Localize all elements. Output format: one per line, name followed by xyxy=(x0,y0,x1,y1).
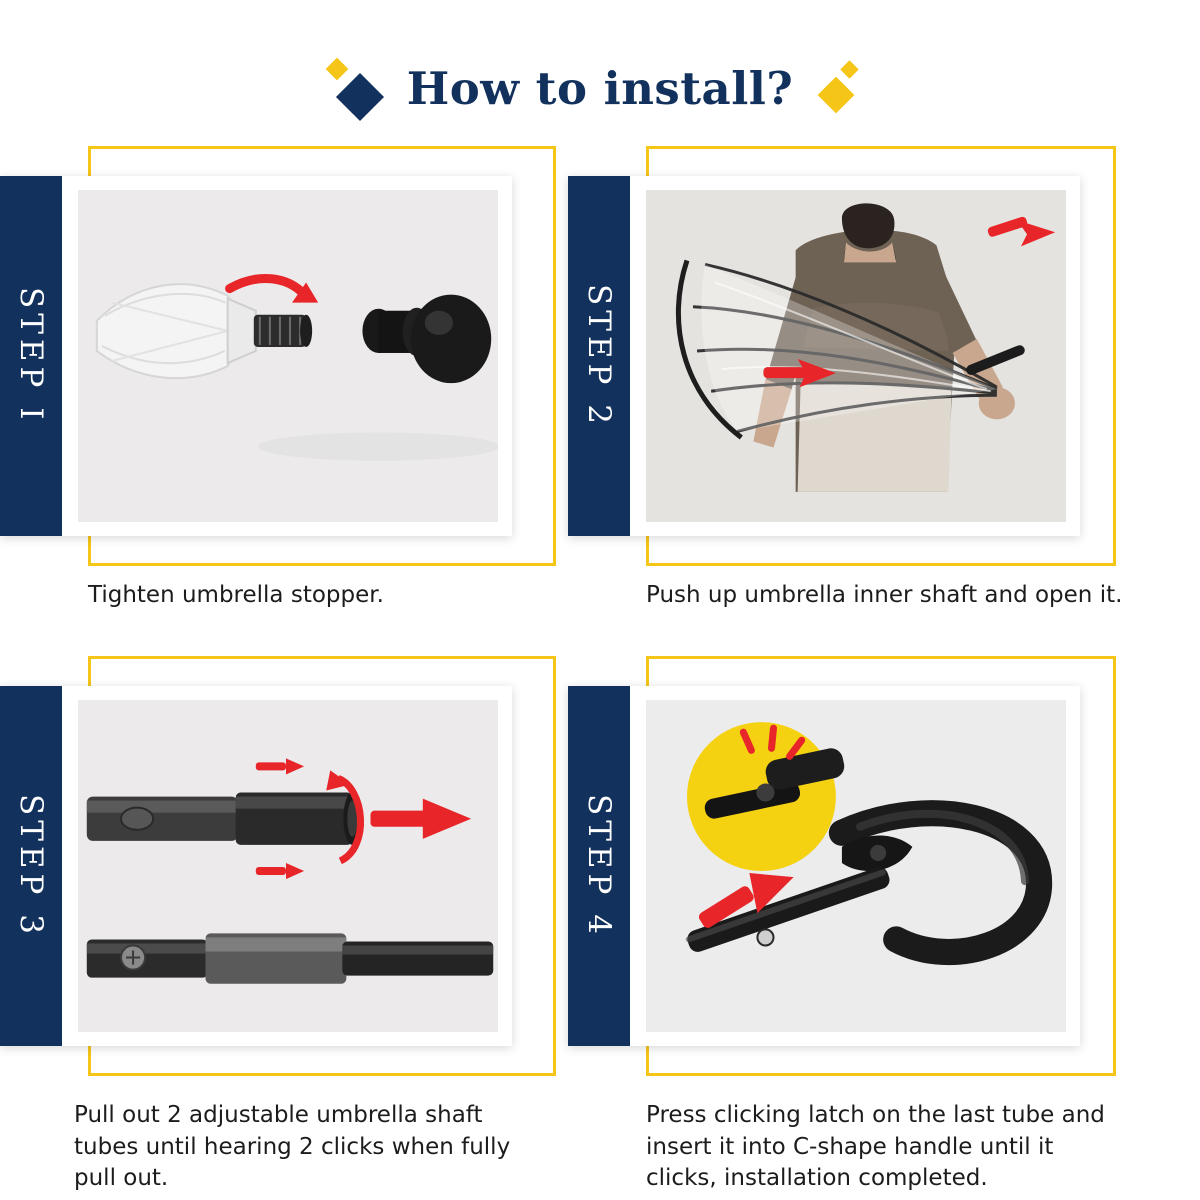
step-panel-2 xyxy=(568,176,1080,536)
step-caption-1: Tighten umbrella stopper. xyxy=(88,582,384,608)
page-header xyxy=(0,48,1200,128)
steps-grid xyxy=(0,140,1200,1192)
step-card-4 xyxy=(581,650,1200,1192)
step-label-text-3: STEP 3 xyxy=(13,793,49,939)
step-panel-4 xyxy=(568,686,1080,1046)
step-label-text-2: STEP 2 xyxy=(581,283,617,429)
step-image-1 xyxy=(78,190,498,522)
step-card-1 xyxy=(0,140,600,650)
diamond-yellow-icon xyxy=(815,58,871,118)
step-label-2 xyxy=(568,176,630,536)
step-caption-2: Push up umbrella inner shaft and open it. xyxy=(646,582,1123,608)
page-title: How to install? xyxy=(406,61,794,115)
step-panel-3 xyxy=(0,686,512,1046)
step-label-text-1: STEP I xyxy=(13,287,49,425)
step-card-2 xyxy=(581,140,1200,650)
step-image-2 xyxy=(646,190,1066,522)
step-caption-4: Press clicking latch on the last tube and insert it into C-shape handle until it clicks, installation completed. xyxy=(646,1102,1105,1192)
step-label-4 xyxy=(568,686,630,1046)
step-caption-3: Pull out 2 adjustable umbrella shaft tubes until hearing 2 clicks when fully pull out. xyxy=(74,1102,511,1192)
step-label-3 xyxy=(0,686,62,1046)
step-image-4 xyxy=(646,700,1066,1032)
step-label-text-4: STEP 4 xyxy=(581,793,617,939)
step-card-3 xyxy=(0,650,600,1192)
step-image-3 xyxy=(78,700,498,1032)
step-panel-1 xyxy=(0,176,512,536)
step-label-1 xyxy=(0,176,62,536)
diamond-navy-icon xyxy=(329,58,385,118)
